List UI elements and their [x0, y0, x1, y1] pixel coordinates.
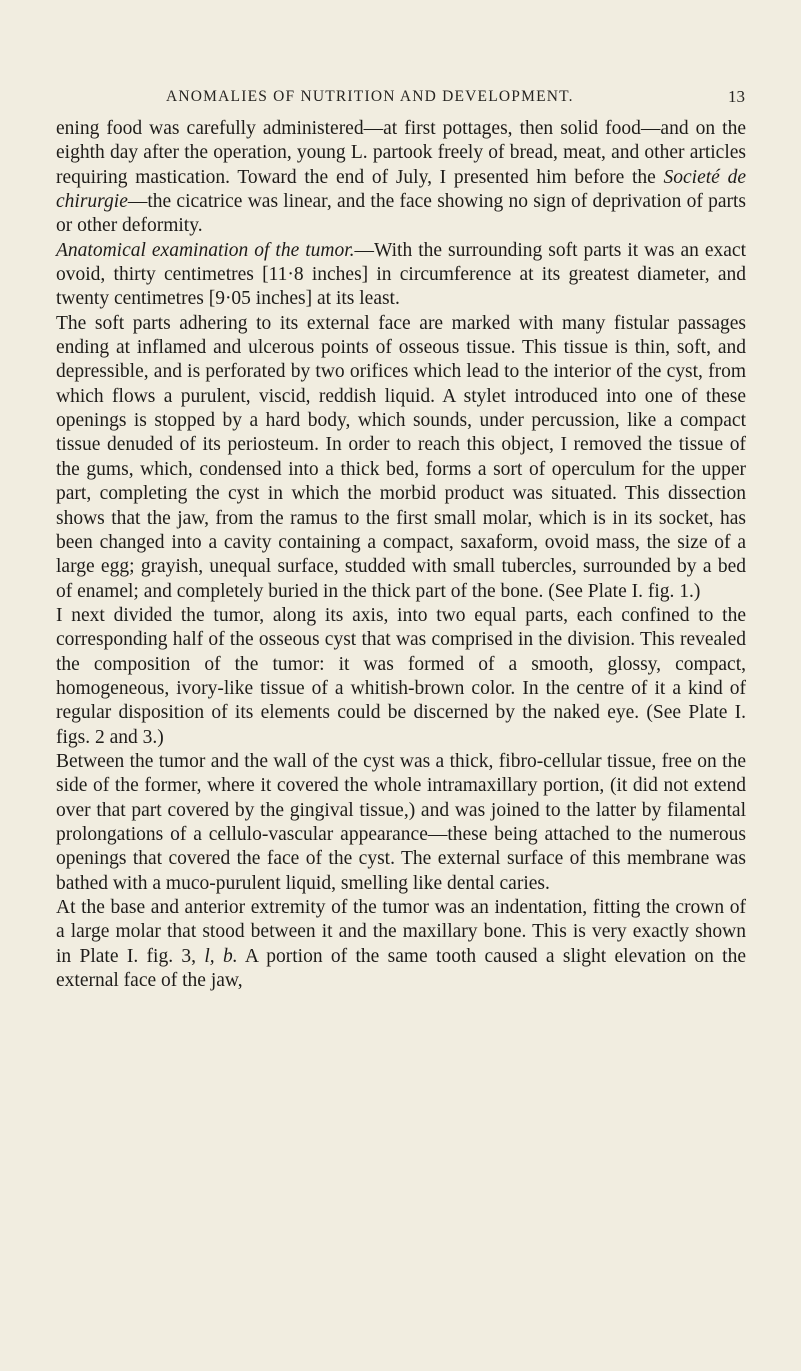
page-header	[0, 88, 801, 112]
paragraph-1-italic: Societé de chirurgie	[56, 166, 746, 213]
page-number: 13	[728, 87, 745, 106]
paragraph-3: The soft parts adhering to its external face are marked with many fistular passages ending at inflamed and ulcerous points of osseous tissue. This tissue is thin, soft, and depressible, and is perforated by two orifices which lead to the interior of the cyst, from which flows a purulent, viscid, reddish liquid. A stylet introduced into one of these openings is stopped by a hard body, which sounds, under percussion, like a compact tissue denuded of its periosteum. In order to reach this object, I removed the tissue of the gums, which, condensed into a thick bed, forms a sort of operculum for the upper part, completing the cyst in which the morbid product was situated. This dissection shows that the jaw, from the ramus to the first small molar, which is in its socket, has been changed into a cavity containing a compact, saxaform, ovoid mass, the size of a large egg; grayish, unequal surface, studded with small tubercles, surrounded by a bed of enamel; and completely buried in the thick part of the bone. (See Plate I. fig. 1.)	[56, 312, 746, 602]
body-text	[56, 117, 746, 993]
paragraph-4: I next divided the tumor, along its axis, into two equal parts, each confined to the corresponding half of the osseous cyst that was comprised in the division. This revealed the composition of the tumor: it was formed of a smooth, glossy, compact, homogeneous, ivory-like tissue of a whitish-brown color. In the centre of it a kind of regular disposition of its elements could be discerned by the naked eye. (See Plate I. figs. 2 and 3.)	[56, 604, 746, 748]
paragraph-6-text-end: A portion of the same tooth caused a slight elevation on the external face of the jaw,	[56, 945, 746, 992]
paragraph-1	[56, 117, 746, 239]
paragraph-2-text-end: —With the surrounding soft parts it was an exact ovoid, thirty centimetres [11·8 inches] in circumference at its greatest diameter, and twenty centimetres [9·05 inches] at its least.	[56, 239, 746, 310]
paragraph-1-text: ening food was carefully administered—at first pottages, then solid food—and on the eighth day after the operation, young L. partook freely of bread, meat, and other articles requiring mastication. Toward the end of July, I presented him before the	[56, 118, 746, 188]
paragraph-5: Between the tumor and the wall of the cyst was a thick, fibro-cellular tissue, free on the side of the former, where it covered the whole intramaxillary portion, (it did not extend over that part covered by the gingival tissue,) and was joined to the latter by filamental prolongations of a cellulo-vascular appearance—these being attached to the numerous openings that covered the face of the cyst. The external surface of this membrane was bathed with a muco-purulent liquid, smelling like dental caries.	[56, 750, 746, 894]
running-head: ANOMALIES OF NUTRITION AND DEVELOPMENT.	[166, 88, 574, 105]
paragraph-2	[56, 239, 746, 312]
paragraph-6-italic: l, b.	[204, 945, 238, 967]
paragraph-2-italic: Anatomical examination of the tumor.	[56, 239, 355, 261]
paragraph-6-text: At the base and anterior extremity of the tumor was an indentation, fitting the crown of a large molar that stood between it and the maxillary bone. This is very exactly shown in Plate I. fig. 3,	[56, 897, 746, 967]
paragraph-1-text-end: —the cicatrice was linear, and the face showing no sign of deprivation of parts or other deformity.	[56, 191, 746, 237]
paragraph-6	[56, 896, 746, 993]
